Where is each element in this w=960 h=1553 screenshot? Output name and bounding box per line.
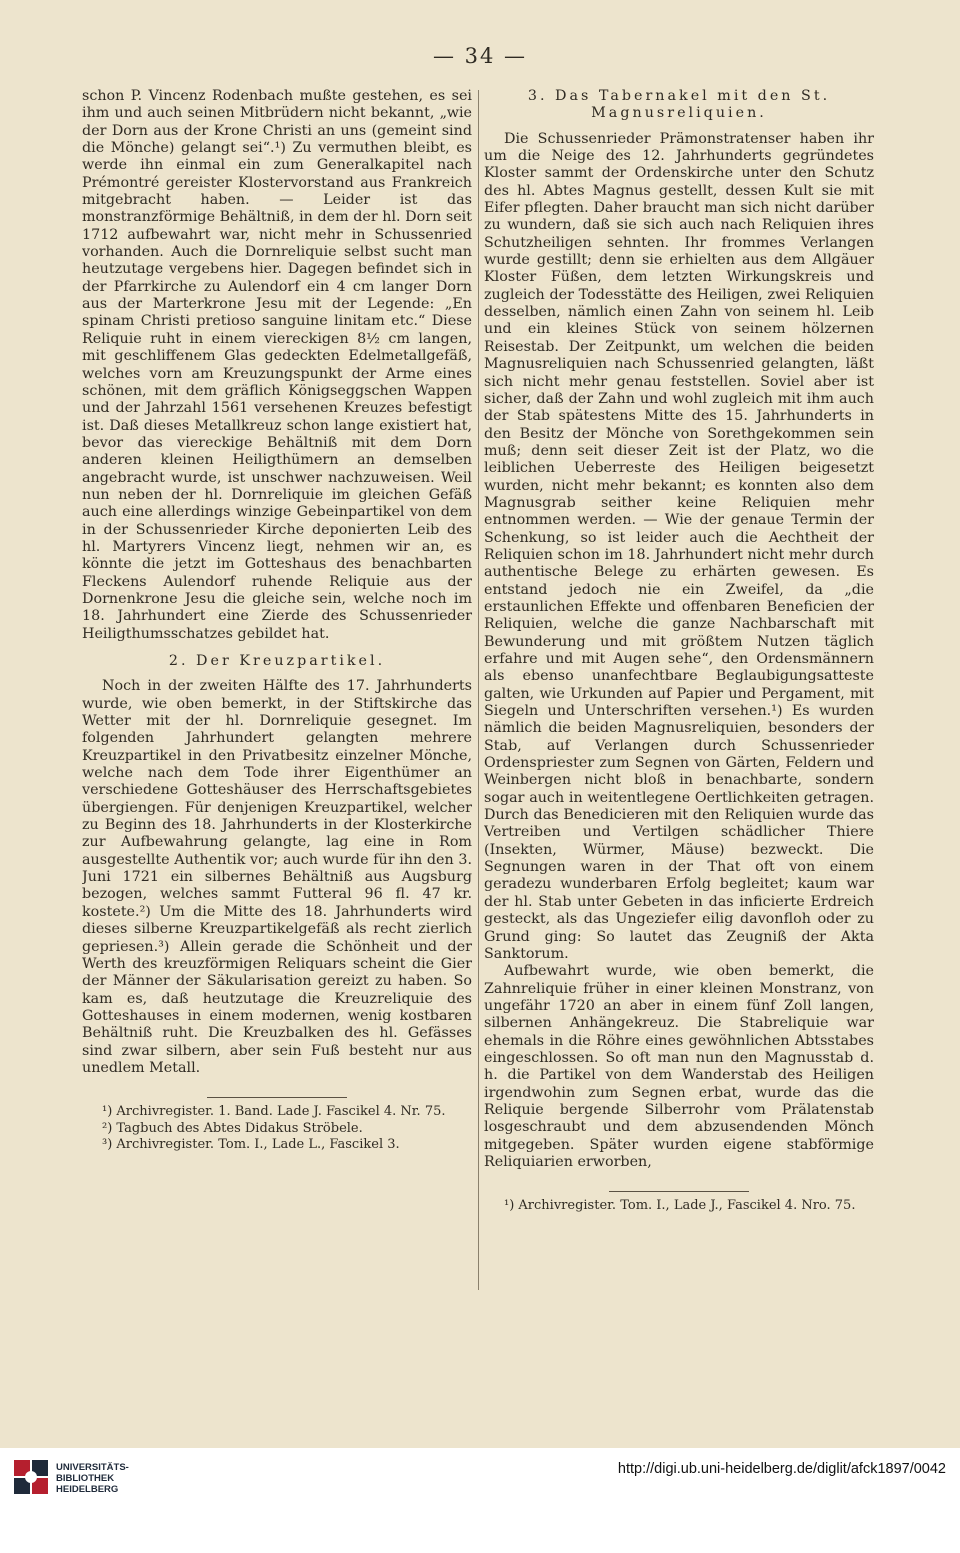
digitization-footer	[0, 1448, 960, 1553]
library-name-line-3: HEIDELBERG	[56, 1484, 119, 1495]
section-title-tabernakel: 3. Das Tabernakel mit den St. Magnusreliquien.	[527, 88, 831, 122]
column-divider	[478, 90, 479, 1290]
heidelberg-university-library-logo-icon	[14, 1460, 48, 1494]
source-url-link[interactable]: http://digi.ub.uni-heidelberg.de/diglit/afck1897/0042	[617, 1461, 946, 1477]
footnote-3: ³) Archivregister. Tom. I., Lade L., Fascikel 3.	[102, 1137, 400, 1153]
footnote-1: ¹) Archivregister. 1. Band. Lade J. Fascikel 4. Nr. 75.	[102, 1104, 446, 1120]
right-footnotes	[484, 1191, 874, 1215]
left-paragraph-1: schon P. Vincenz Rodenbach mußte gestehen, es sei ihm und auch seinen Mitbrüdern nicht bekannt, „wie der Dorn aus der Krone Christi an uns (gemeint sind die Mönche) gelangt sei“.¹) Zu vermuthen bleibt, es werde ihn einmal ein zum Generalkapitel nach Prémontré gereister Klostervorstand aus Frankreich mitgebracht haben. — Leider ist das monstranzförmige Behältniß, in dem der hl. Dorn seit 1712 aufbewahrt war, nicht mehr in Schussenried vorhanden. Auch die Dornreliquie selbst sucht man heutzutage vergebens hier. Dagegen befindet sich in der Pfarrkirche zu Aulendorf ein 4 cm langer Dorn aus der Marterkrone Jesu mit der Legende: „En spinam Christi pretioso sanguine linitam etc.“ Diese Reliquie ruht in einem viereckigen 8½ cm langen, mit geschliffenem Glas gedeckten Edelmetallgefäß, welches vorn am Kreuzungspunkt der Arme eines schönen, mit dem gräflich Königseggschen Wappen und der Jahrzahl 1561 versehenen Kreuzes befestigt ist. Daß dieses Metallkreuz schon lange existiert hat, bevor das viereckige Behältniß mit dem Dorn anderen kleinen Heiligthümern an demselben angebracht wurde, ist unschwer nachzuweisen. Weil nun neben der hl. Dornreliquie im gleichen Gefäß auch eine allerdings winzige Gebeinpartikel von dem in der Schussenrieder Kirche deponierten Leib des hl. Martyrers Vincenz liegt, nehmen wir an, es könnte die jetzt im Gotteshaus des benachbarten Fleckens Aulendorf ruhende Reliquie aus der Dornenkrone Jesu die gleiche sein, welche noch im 18. Jahrhundert eine Zierde des Schussenrieder Heiligthumsschatzes gebildet hat.	[82, 88, 472, 642]
library-name-line-2: BIBLIOTHEK	[56, 1473, 115, 1484]
library-name-line-1: UNIVERSITÄTS-	[56, 1462, 129, 1473]
right-paragraph-1: Die Schussenrieder Prämonstratenser haben ihr um die Neige des 12. Jahrhunderts gegründetes Kloster sammt der Ordenskirche unter den Schutz des hl. Abtes Magnus gestellt, dessen Kult sie mit Eifer pflegten. Daher braucht man sich nicht darüber zu wundern, daß sie sich auch nach Reliquien ihres Schutzheiligen sehnten. Ihr frommes Verlangen wurde gestillt; denn sie erhielten aus dem Allgäuer Kloster Füßen, dem letzten Wirkungskreis und zugleich der Todesstätte des Heiligen, zwei Reliquien desselben, nämlich einen Zahn von seinem hl. Leib und ein kleines Stück von seinem hölzernen Reisestab. Der Zeitpunkt, um welchen die beiden Magnusreliquien nach Schussenried gelangten, läßt sich nicht mehr genau feststellen. Soviel aber ist sicher, daß der Zahn und wohl zugleich mit ihm auch der Stab spätestens Mitte des 15. Jahrhunderts in den Besitz der Mönche von Sorethgekommen sein muß; denn seit dieser Zeit ist der Platz, wo die leiblichen Ueberreste des Heiligen beigesetzt wurden, nicht mehr bekannt; es konnten also dem Magnusgrab seither keine Reliquien mehr entnommen werden. — Wie der genaue Termin der Schenkung, so ist leider auch die Aechtheit der Reliquien schon im 18. Jahrhundert nicht mehr durch authentische Belege zu erhärten gewesen. Es entstand jedoch nie ein Zweifel, da „die erstaunlichen Effekte und offenbaren Beneficien der Reliquien, welche die ganze Nachbarschaft mit Bewunderung und mit größtem Nutzen täglich erfahre und mit Augen sehe“, den Ordensmännern als ebenso unanfechtbare Beglaubigungsatteste galten, wie Urkunden auf Papier und Pergament, mit Siegeln und Unterschriften versehen.¹) Es wurden nämlich die beiden Magnusreliquien, besonders der Stab, auf Verlangen durch Schussenrieder Ordenspriester zum Segnen von Gärten, Feldern und Weinbergen nicht bloß in benachbarte, sondern sogar auch in weitentlegene Oertlichkeiten getragen. Durch das Benedicieren mit den Reliquien wurde das Vertreiben und Vertilgen schädlicher Thiere (Insekten, Würmer, Mäuse) bezweckt. Die Segnungen waren in der That oft von einem geradezu wunderbaren Erfolg begleitet; kaum war der hl. Stab unter Gebeten in das inficierte Erdreich gesteckt, als das Ungeziefer eilig davonfloh oder zu Grund ging: So lautet das Zeugniß der Akta Sanktorum.	[484, 130, 874, 962]
footnote-right-1: ¹) Archivregister. Tom. I., Lade J., Fascikel 4. Nro. 75.	[504, 1198, 856, 1214]
left-paragraph-2: Noch in der zweiten Hälfte des 17. Jahrhunderts wurde, wie oben bemerkt, in der Stiftskirche das Wetter mit der hl. Dornreliquie gesegnet. Im folgenden Jahrhundert gelangten mehrere Kreuzpartikel in den Privatbesitz einzelner Mönche, welche nach dem Tode ihrer Eigenthümer an verschiedene Gotteshäuser des Herrschaftsgebietes übergiengen. Für denjenigen Kreuzpartikel, welcher zu Beginn des 18. Jahrhunderts in der Klosterkirche zur Aufbewahrung gelangte, lag eine in Rom ausgestellte Authentik vor; auch wurde für ihn den 3. Juni 1721 ein silbernes Behältniß aus Augsburg bezogen, welches sammt Futteral 96 fl. 47 kr. kostete.²) Um die Mitte des 18. Jahrhunderts wird dieses silberne Kreuzpartikelgefäß als recht zierlich gepriesen.³) Allein gerade die Schönheit und der Werth des kreuzförmigen Reliquars scheint die Gier der Männer der Säkularisation gereizt zu haben. So kam es, daß heutzutage die Kreuzreliquie des Gotteshauses in einem modernen, wenig kostbaren Behältniß ruht. Die Kreuzbalken des hl. Gefässes sind zwar silbern, aber sein Fuß besteht nur aus unedlem Metall.	[82, 678, 472, 1076]
left-column	[82, 88, 472, 1418]
library-name	[56, 1462, 129, 1495]
footnote-2: ²) Tagbuch des Abtes Didakus Ströbele.	[102, 1120, 363, 1136]
right-column	[484, 88, 874, 1418]
section-title-kreuzpartikel: 2. Der Kreuzpartikel.	[168, 653, 386, 669]
left-footnotes	[82, 1097, 472, 1154]
footnote-rule	[207, 1097, 347, 1098]
right-paragraph-2: Aufbewahrt wurde, wie oben bemerkt, die Zahnreliquie früher in einer kleinen Monstranz, von ungefähr 1720 an aber in einem fünf Zoll langen, silbernen Anhängekreuz. Die Stabreliquie war ehemals in die Röhre eines gewöhnlichen Abtsstabes eingeschlossen. So oft man nun den Magnusstab d. h. die Partikel von dem Wanderstab des Heiligen irgendwohin zum Segnen erbat, wurde das die Reliquie bergende Silberrohr vom Prälatenstab losgeschraubt und dem abzusendenden Mönch mitgegeben. Später wurden eigene stabförmige Reliquiarien erworben,	[484, 963, 874, 1170]
footnote-rule	[609, 1191, 749, 1192]
page-number: — 34 —	[432, 44, 528, 68]
